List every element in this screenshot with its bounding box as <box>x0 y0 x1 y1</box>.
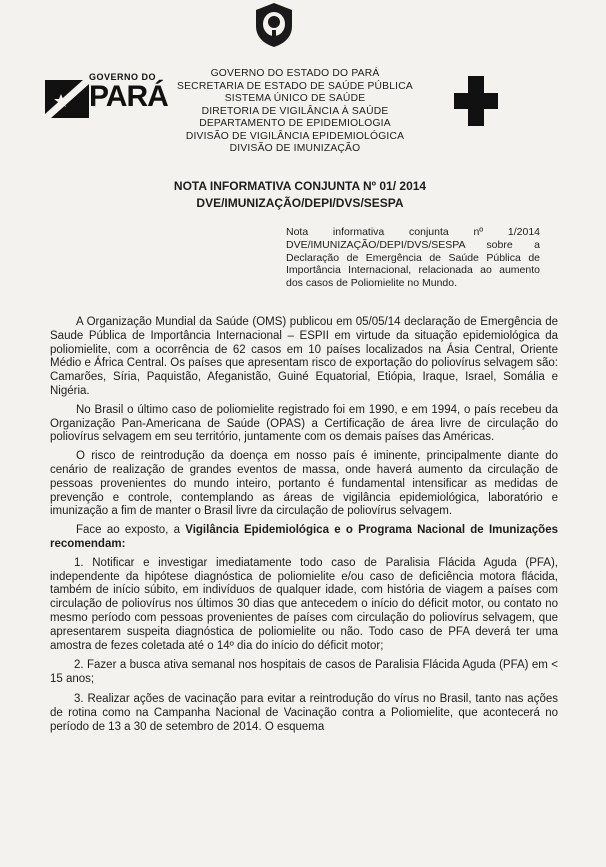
document-title <box>100 178 500 211</box>
document-body <box>50 316 558 740</box>
paragraph-brasil: No Brasil o último caso de poliomielite registrado foi em 1990, e em 1994, o país recebeu da Organização Pan-Americana de Saúde (OPAS) a Certificação de área livre de circulação do poliovírus selvagem em seu território, juntamente com os demais países das Américas. <box>50 403 558 444</box>
header-line: GOVERNO DO ESTADO DO PARÁ <box>210 68 380 79</box>
list-item: 1. Notificar e investigar imediatamente todo caso de Paralisia Flácida Aguda (PFA), independente da hipótese diagnóstica de poliomielite e/ou caso de deficiência motora flácida, também de início súbito, em indivíduos de qualquer idade, com história de viagem a países com circulação de poliovírus nos últimos 30 dias que antecedem o início do déficit motor, ou contato no mesmo período com pessoas provenientes de países com circulação do poliovírus selvagem, que apresentarem suspeita diagnóstica de poliomielite ou não. Todo caso de PFA deverá ter uma amostra de fezes coletada até o 14º dia do início do déficit motor; <box>50 556 558 652</box>
list-item: 2. Fazer a busca ativa semanal nos hospitais de casos de Paralisia Flácida Aguda (PFA) em < 15 anos; <box>50 659 558 686</box>
logo-small-text: GOVERNO DO <box>89 72 157 82</box>
title-line-1: NOTA INFORMATIVA CONJUNTA Nº 01/ 2014 <box>173 179 427 193</box>
header-line: SISTEMA ÚNICO DE SAÚDE <box>224 93 366 104</box>
para-flag-icon <box>45 74 89 118</box>
paragraph-oms: A Organização Mundial da Saúde (OMS) publicou em 05/05/14 declaração de Emergência de Saude Pública de Importância Internacional – ESPII em virtude da situação epidemiológica da poliomielite, com a ocorrência de 62 casos em 10 países localizados na Ásia Central, Oriente Médio e África Central. Os países que apresentam risco de exportação do poliovírus selvagem são: Camarões, Síria, Paquistão, Afeganistão, Guiné Equatorial, Etiópia, Iraque, Israel, Somália e Nigéria. <box>50 316 558 397</box>
logo-big-text: PARÁ <box>89 80 168 113</box>
summary-abstract: Nota informativa conjunta nº 1/2014 DVE/IMUNIZAÇÃO/DEPI/DVS/SESPA sobre a Declaração de Emergência de Saúde Pública de Importância Internacional, relacionada ao aumento dos casos de Poliomielite no Mundo. <box>286 226 540 290</box>
paragraph-risco: O risco de reintrodução da doença em nosso país é iminente, principalmente diante do cenário de realização de grandes eventos de massa, onde haverá aumento da circulação de pessoas provenientes do mundo inteiro, portanto é fundamental intensificar as medidas de prevenção e controle, contemplando as áreas de vigilância epidemiológica, laboratório e imunização a fim de manter o Brasil livre da circulação de poliovírus selvagem. <box>50 450 558 518</box>
recommend-bold: Vigilância Epidemiológica e o Programa Nacional de Imunizações recomendam: <box>50 524 558 550</box>
recommend-prefix: Face ao exposto, a <box>76 524 186 537</box>
institution-header <box>150 68 440 156</box>
state-crest-icon <box>253 2 295 48</box>
header-line: DEPARTAMENTO DE EPIDEMIOLOGIA <box>199 118 391 129</box>
state-logo <box>45 70 168 122</box>
header-line: DIVISÃO DE VIGILÂNCIA EPIDEMIOLÓGICA <box>185 130 405 142</box>
title-line-2: DVE/IMUNIZAÇÃO/DEPI/DVS/SESPA <box>196 195 404 210</box>
list-item: 3. Realizar ações de vacinação para evitar a reintrodução do vírus no Brasil, tanto nas ações de rotina como na Campanha Nacional de Vacinação contra a Poliomielite, que acontecerá no período de 13 a 30 de setembro de 2014. O esquema <box>50 692 558 733</box>
health-cross-icon <box>454 76 498 126</box>
header-line: DIVISÃO DE IMUNIZAÇÃO <box>229 143 361 154</box>
paragraph-recomendacoes <box>50 524 558 552</box>
header-line: SECRETARIA DE ESTADO DE SAÚDE PÚBLICA <box>177 80 413 92</box>
header-line: DIRETORIA DE VIGILÂNCIA À SAÚDE <box>201 105 389 117</box>
